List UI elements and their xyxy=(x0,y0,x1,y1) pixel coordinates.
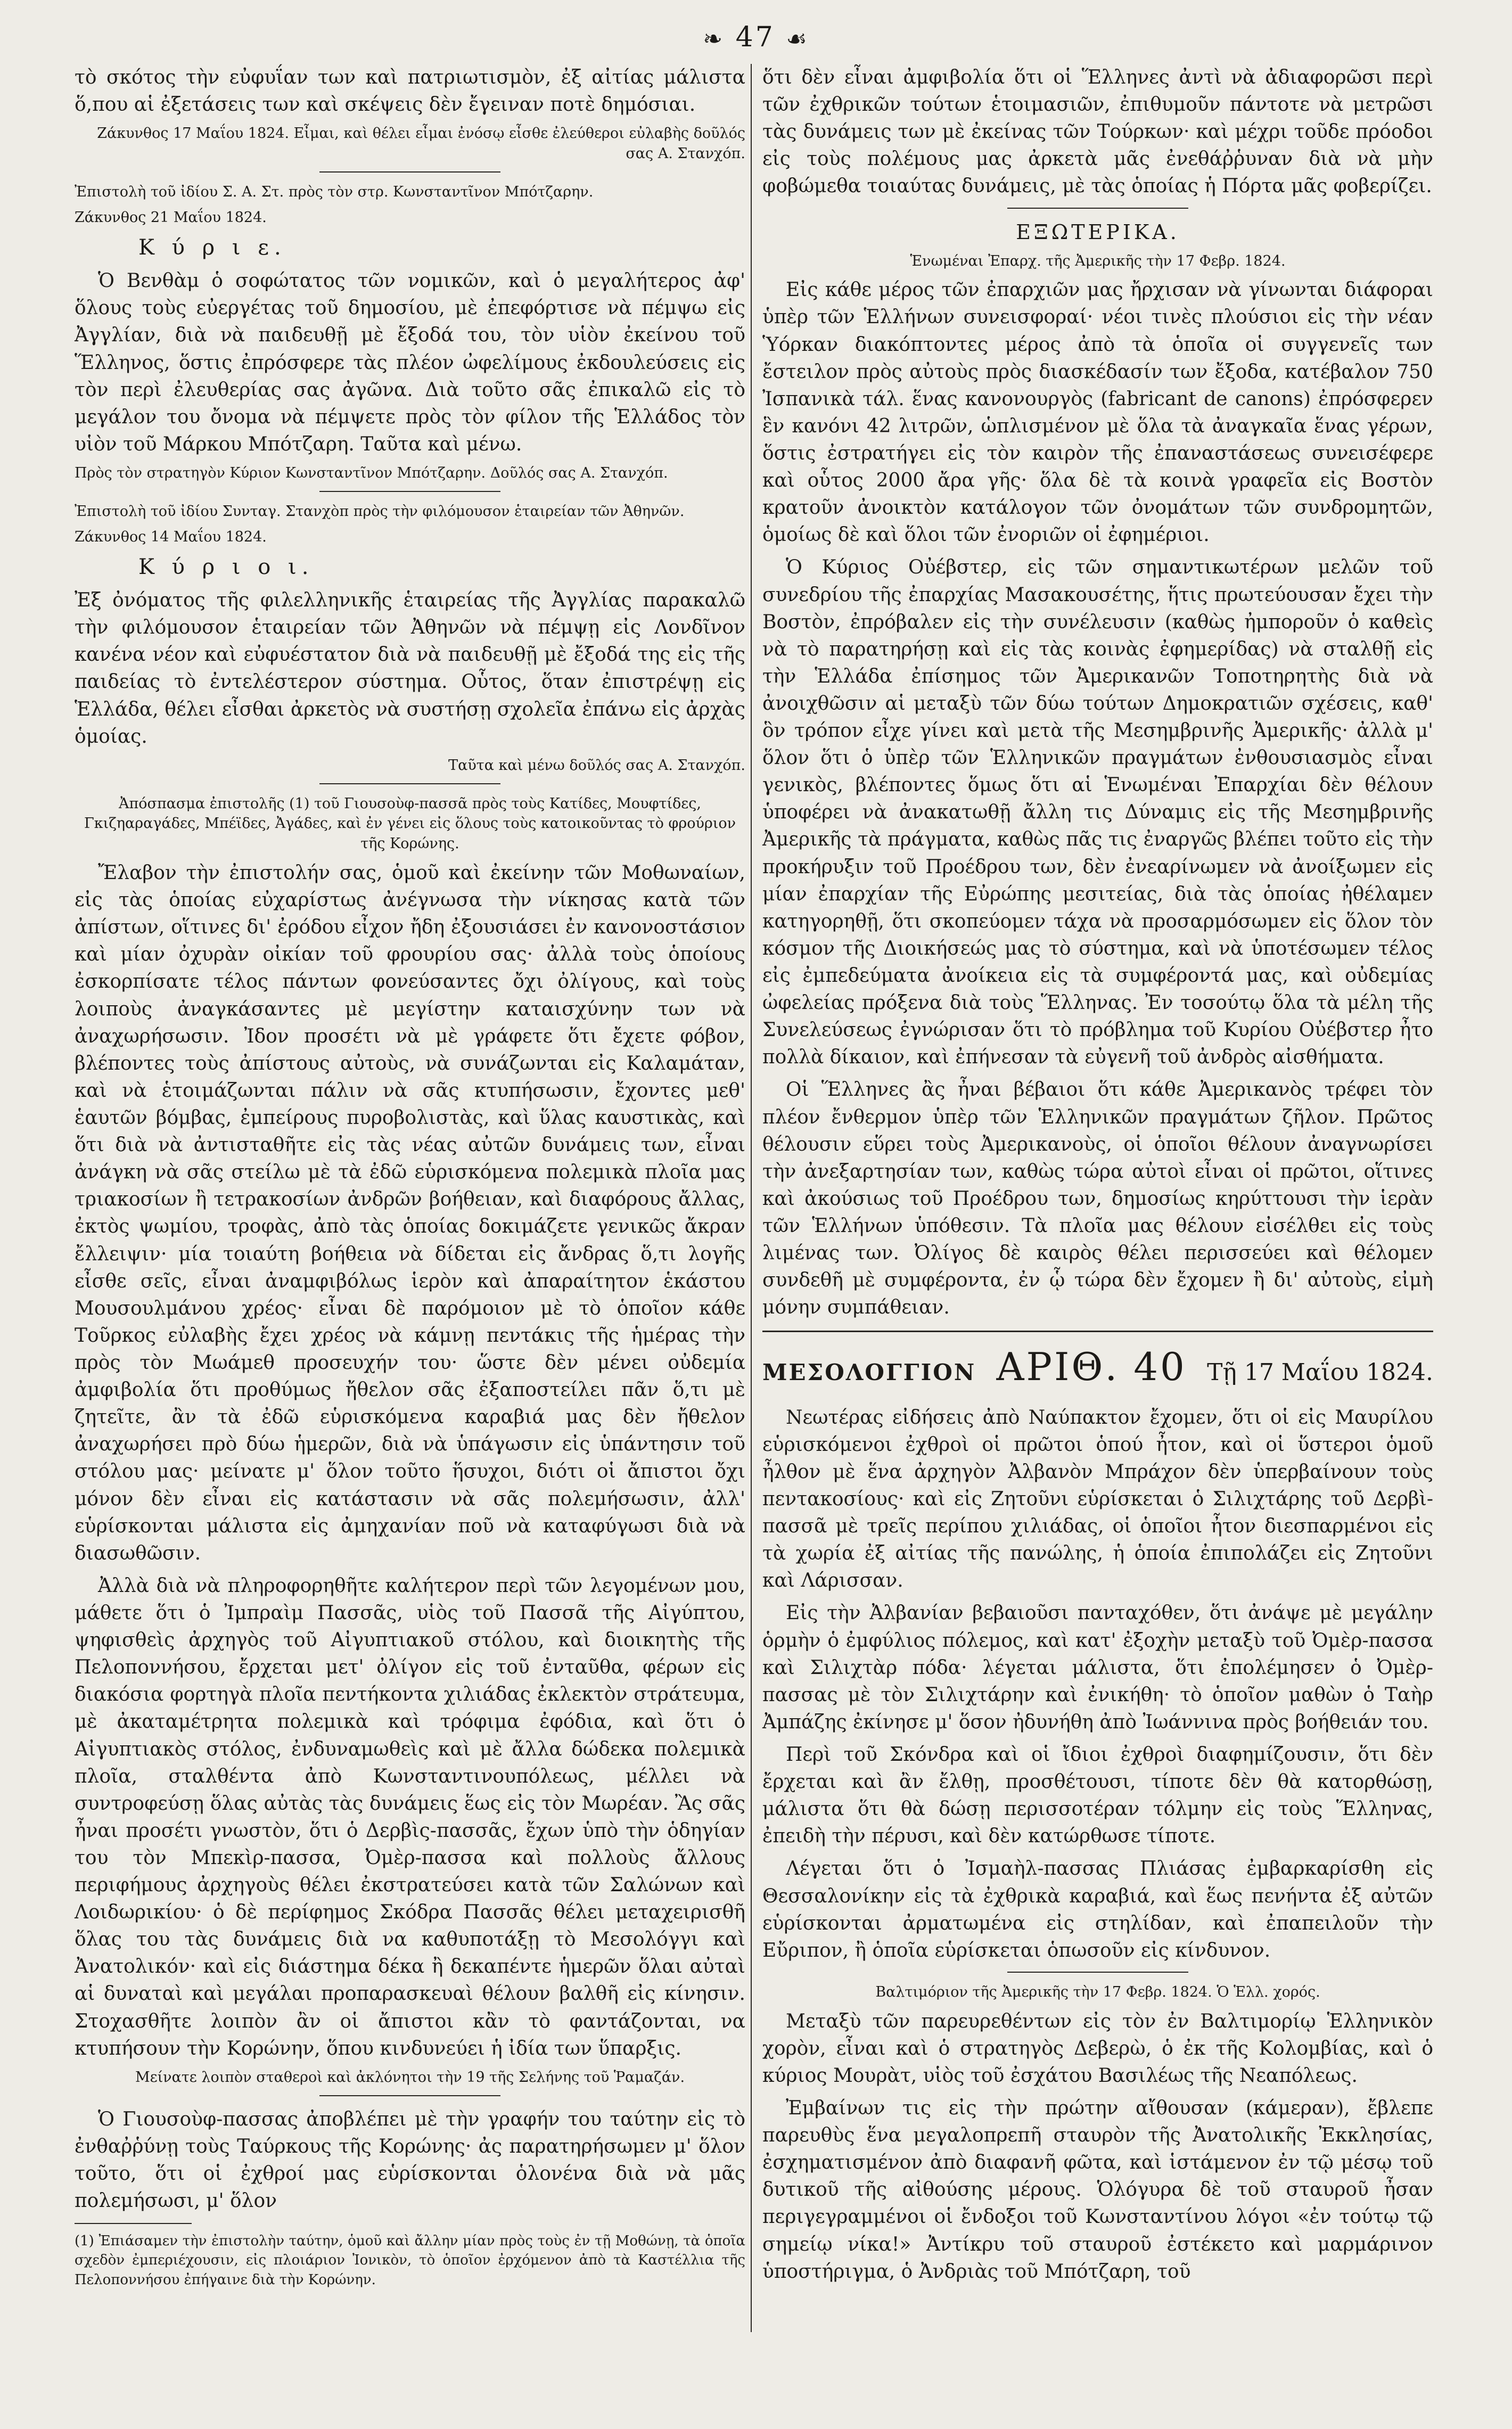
excerpt-paragraph-1: Ἔλαβον τὴν ἐπιστολήν σας, ὁμοῦ καὶ ἐκείνην τῶν Μοθωναίων, εἰς τὰς ὁποίας εὐχαρίστως ἀνέγνωσα τὴν νίκησας κατὰ τῶν ἀπίστων, οἵτινες δι' ἐρόδου εἶχον ἤδη ἐξουσιάσει ἐν κανονοστάσιον καὶ μίαν ὀχυρὰν οἰκίαν τοῦ φρουρίου σας· ἀλλὰ τοὺς ὁποίους ἐσκορπίσατε τέλος πάντων φονεύσαντες ὄχι ὀλίγους, καὶ τοὺς λοιποὺς ἀναγκάσαντες μὲ μεγίστην καταισχύνην των νὰ ἀναχωρήσωσιν. Ἰδον προσέτι νὰ μὲ γράφετε ὅτι ἔχετε φόβον, βλέποντες τοὺς ἀπίστους αὐτοὺς, νὰ συνάζωνται εἰς Καλαμάταν, καὶ νὰ ἑτοιμάζωνται πάλιν νὰ σᾶς κτυπήσωσιν, ἔχοντες μεθ' ἑαυτῶν βόμβας, ἐμπείρους πυροβολιστὰς, καὶ ὕλας καυστικὰς, καὶ ὅτι διὰ νὰ ἀντισταθῆτε εἰς τὰς νέας αὐτῶν δυνάμεις των, εἶναι ἀνάγκη νὰ σᾶς στείλω μὲ τὰ ἐδῶ εὑρισκόμενα πολεμικὰ πλοῖα μας τριακοσίων ἢ τετρακοσίων ἀνδρῶν βοήθειαν, καὶ διαφόρους ἄλλας, ἐκτὸς ψωμίου, τροφὰς, ἀπὸ τὰς ὁποίας δοκιμάζετε γενικῶς ἄκραν ἔλλειψιν· μία τοιαύτη βοήθεια νὰ δίδεται εἰς ἄνδρας ὅ,τι λογῆς εἶσθε σεῖς, εἶναι ἀναμφιβόλως ἱερὸν καὶ ἀπαραίτητον ἑκάστου Μουσουλμάνου χρέος· εἶναι δὲ παρόμοιον μὲ τὸ ὁποῖον κάθε Τοῦρκος εὐλαβὴς ἔχει χρέος νὰ κάμνῃ πεντάκις τῆς ἡμέρας τὴν πρὸς τὸν Μωάμεθ προσευχήν του· ὥστε δὲν μένει οὐδεμία ἀμφιβολία ὅτι προθύμως ἤθελον σᾶς ἐξαποστείλει πᾶν ὅ,τι μὲ ζητεῖτε, ἂν τὰ ἐδῶ εὑρισκόμενα καραβιά μας δὲν ἤθελον ἀναχωρήσει πρὸ δύω ἡμερῶν, διὰ νὰ ὑπάγωσιν εἰς ὑπάντησιν τοῦ στόλου μας· μείνατε μ' ὅλον τοῦτο ἥσυχοι, διότι οἱ ἄπιστοι ὄχι μόνον δὲν εἶναι εἰς κατάστασιν νὰ σᾶς πολεμήσωσιν, ἀλλ' εὑρίσκονται μάλιστα εἰς ἀμηχανίαν ποῦ νὰ καταφύγωσι διὰ νὰ διασωθῶσιν. xyxy=(75,862,745,1564)
page-number-header xyxy=(671,21,841,53)
foreign-paragraph-3: Οἱ Ἕλληνες ἂς ἦναι βέβαιοι ὅτι κάθε Ἀμερικανὸς τρέφει τὸν πλέον ἔνθερμον ὑπὲρ τῶν Ἑλληνικῶν πραγμάτων ζῆλον. Πρῶτος θέλουσιν εὕρει τοὺς Ἀμερικανοὺς, οἱ ὁποῖοι θέλουν ἀναγνωρίσει τὴν ἀνεξαρτησίαν των, καθὼς τώρα αὐτοὶ εἶναι οἱ πρῶτοι, οἵτινες καὶ ἀκούσιως τοῦ Προέδρου των, δημοσίως κηρύττουσι τὴν ἱερὰν τῶν Ἑλλήνων ὑπόθεσιν. Τὰ πλοῖα μας θέλουν εἰσέλθει εἰς τοὺς λιμένας των. Ὀλίγος δὲ καιρὸς θέλει περισσεύει καὶ θέλομεν συνδεθῆ μὲ συμφέροντα, ἐν ᾧ τώρα δὲν ἔχομεν ἢ δι' αὐτοὺς, εἰμὴ μόνην συμπάθειαν. xyxy=(762,1079,1433,1319)
footnote-rule xyxy=(75,2223,192,2224)
left-column xyxy=(75,64,745,2295)
excerpt-header: Ἀπόσπασμα ἐπιστολῆς (1) τοῦ Γιουσοὺφ-πασσᾶ πρὸς τοὺς Κατίδες, Μουφτίδες, Γκιζηαραγάδες, Μπέϊδες, Ἀγάδες, καὶ ἐν γένει εἰς ὅλους τοὺς κατοικοῦντας τὸ φρούριον τῆς Κορώνης. xyxy=(84,795,736,852)
letter2-header: Ἐπιστολὴ τοῦ ἰδίου Σ. Α. Στ. πρὸς τὸν στρ. Κωνσταντῖνον Μπότζαρην. xyxy=(75,183,594,200)
local-paragraph-4: Λέγεται ὅτι ὁ Ἰσμαὴλ-πασσας Πλιάσας ἐμβαρκαρίσθη εἰς Θεσσαλονίκην εἰς τὰ ἐχθρικὰ καραβιά, καὶ ἕως πενήντα ἐξ αὐτῶν εὑρίσκονται ἀρματωμένα εἰς στηλίδαν, καὶ ἐπαπειλοῦν τὴν Εὔριπον, ἢ ὁποῖα εὑρίσκεται ὁπωσοῦν εἰς κίνδυνον. xyxy=(762,1858,1433,1962)
letter2-salutation: Κ ύ ρ ι ε. xyxy=(138,235,286,260)
baltimore-paragraph-1: Μεταξὺ τῶν παρευρεθέντων εἰς τὸν ἐν Βαλτιμορίῳ Ἑλληνικὸν χορὸν, εἶναι καὶ ὁ στρατηγὸς Δεβερὼ, ὁ ἐκ τῆς Κολομβίας, καὶ ὁ κύριος Μουρὰτ, υἱὸς τοῦ ἐσχάτου Βασιλέως τῆς Νεαπόλεως. xyxy=(762,2010,1433,2087)
letter3-salutation: Κ ύ ρ ι ο ι. xyxy=(138,555,314,580)
issue-place: ΜΕΣΟΛΟΓΓΙΟΝ xyxy=(762,1359,976,1386)
local-paragraph-2: Εἰς τὴν Ἀλβανίαν βεβαιοῦσι πανταχόθεν, ὅτι ἀνάψε μὲ μεγάλην ὁρμὴν ὁ ἐμφύλιος πόλεμος, καὶ κατ' ἐξοχὴν μεταξὺ τοῦ Ὀμὲρ-πασσα καὶ Σιλιχτὰρ πόδα· λέγεται μάλιστα, ὅτι ἐπολέμησεν ὁ Ὀμὲρ-πασσας μὲ τὸν Σιλιχτάρην καὶ ἐνικήθη· τὸ ὁποῖον μαθὼν ὁ Ταὴρ Ἀμπάζης ἐκίνησε μ' ὅσον ἠδυνήθη ἀπὸ Ἰωάννινα πρὸς βοήθειάν του. xyxy=(762,1602,1433,1733)
local-paragraph-3: Περὶ τοῦ Σκόνδρα καὶ οἱ ἴδιοι ἐχθροὶ διαφημίζουσιν, ὅτι δὲν ἔρχεται καὶ ἂν ἔλθῃ, προσθέτουσι, τίποτε δὲν θὰ κατορθώσῃ, μάλιστα ὅτι θὰ δώσῃ περισσοτέραν τόλμην εἰς τοὺς Ἕλληνας, ἐπειδὴ τὴν πέρυσι, καὶ δὲν κατώρθωσε τίποτε. xyxy=(762,1744,1433,1848)
separator-rule xyxy=(319,783,500,784)
masthead-rule xyxy=(762,1331,1433,1332)
intro-text: τὸ σκότος τὴν εὐφυΐαν των καὶ πατριωτισμὸν, ἐξ αἰτίας μάλιστα ὅ,που αἱ ἐξετάσεις των καὶ σκέψεις δὲν ἔγειναν ποτὲ δημόσιαι. xyxy=(75,67,745,116)
foreign-paragraph-1: Εἰς κάθε μέρος τῶν ἐπαρχιῶν μας ἤρχισαν νὰ γίνωνται διάφοραι ὑπὲρ τῶν Ἑλλήνων συνεισφοραί· νέοι τινὲς πλούσιοι εἰς τὴν νέαν Ὑόρκαν διακόπτοντες μέρος ἀπὸ τὰ ὁποῖα οἱ συγγενεῖς των ἔστειλον πρὸς αὐτοὺς πρὸς διασκέδασίν των ἔξοδα, κατέβαλον 750 Ἰσπανικὰ τάλ. ἕνας κανονουργὸς (fabricant de canons) ἐπρόσφερεν ἓν κανόνι 42 λιτρῶν, ὡπλισμένον μὲ ὅλα τὰ ἀναγκαῖα ἕνας γέρων, ὅστις ἐστρατήγει εἰς τὸν καιρὸν τῆς ἐπαναστάσεως συνεισέφερε καὶ οὗτος 2000 ἄρα γῆς· ὅλα δὲ τὰ κοινὰ γραφεῖα εἰς Βοστὸν κρατοῦν ἀνοικτὸν κατάλογον τῶν ὀνομάτων τῶν συνδρομητῶν, ὁμοίως δὲ καὶ ὅλοι τῶν ἐνοριῶν οἱ ἐφημέριοι. xyxy=(762,279,1433,546)
foreign-paragraph-2: Ὁ Κύριος Οὐέβστερ, εἰς τῶν σημαντικωτέρων μελῶν τοῦ συνεδρίου τῆς ἐπαρχίας Μασακουσέτης, ἥτις πρωτεύουσαν ἔχει τὴν Βοστὸν, ἐπρόβαλεν εἰς τὴν συνέλευσιν (καθὼς ἠμποροῦν ὁ καθεὶς νὰ τὸ παρατηρήσῃ καὶ εἰς τὰς κοινὰς ἐφημερίδας) νὰ σταλθῇ εἰς τὴν Ἑλλάδα ἐπίσημος τῶν Ἀμερικανῶν Τοποτηρητὴς διὰ νὰ ἀνοιχθῶσιν αἱ μεταξὺ τῶν δύω τούτων Δημοκρατιῶν σχέσεις, καθ' ὃν τρόπον εἶχε γίνει καὶ μετὰ τῆς Μεσημβρινῆς Ἀμερικῆς· ἀλλὰ μ' ὅλον ὅτι ὁ ὑπὲρ τῶν Ἑλληνικῶν πραγμάτων ἐνθουσιασμὸς εἶναι γενικὸς, βλέποντες ὅμως ὅτι αἱ Ἑνωμέναι Ἐπαρχίαι δὲν θέλουν ὑποφέρει νὰ ἀνακατωθῇ ἄλλη τις Δύναμις εἰς τῆς Μεσημβρινῆς Ἀμερικῆς τὰ πράγματα, καθὼς πᾶς τις ἐναργῶς βλέπει τοῦτο εἰς τὴν προκήρυξιν τοῦ Προέδρου των, δὲν ἐνεαρίνωμεν νὰ ἀνοίξωμεν εἰς μίαν ἐπαρχίαν τῆς Εὐρώπης μεσιτείας, διὰ τὰς ὁποίας ἠθέλαμεν κατηγορηθῇ, ὅτι σκοπεύομεν τάχα νὰ προσαρμόσωμεν εἰς ὅλον τὸν κόσμον τῆς Διοικήσεώς μας τὸ σύστημα, καὶ νὰ ὑποτέσωμεν τέλος εἰς ἐμπεδεύματα ἀνοίκεια εἰς τὰ συμφέροντά μας, καὶ οὐδεμίας ὠφελείας πρόξενα διὰ τοὺς Ἕλληνας. Ἐν τοσούτῳ ὅλα τὰ μέλη τῆς Συνελεύσεως ἐγνώρισαν ὅτι τὸ πρόβλημα τοῦ Κυρίου Οὐέβστερ ἦτο πολλὰ δίκαιον, καὶ ἐπήνεσαν τὰ εὐγενῆ τοῦ ἀνδρὸς αἰσθήματα. xyxy=(762,556,1433,1069)
local-paragraph-1: Νεωτέρας εἰδήσεις ἀπὸ Ναύπακτον ἔχομεν, ὅτι οἱ εἰς Μαυρίλου εὑρισκόμενοι ἐχθροὶ οἱ πρῶτοι ὁπού ἦτον, καὶ οἱ ὕστεροι ὁμοῦ ἦλθον μὲ ἕνα ἀρχηγὸν Ἀλβανὸν Μπράχον δὲν ὑπερβαίνουν τοὺς πεντακοσίους· καὶ εἰς Ζητοῦνι εὑρίσκεται ὁ Σιλιχτάρης τοῦ Δερβὶ-πασσᾶ μὲ τρεῖς περίπου χιλιάδας, οἱ ὁποῖοι ἦτον διεσπαρμένοι εἰς τὰ χωρία ἐξ αἰτίας τῆς πανώλης, ἡ ὁποία ἐπιπολάζει εἰς Ζητοῦνι καὶ Λάρισσαν. xyxy=(762,1406,1433,1592)
separator-rule xyxy=(319,491,500,492)
column-divider xyxy=(751,64,752,2332)
letter3-date: Ζάκυνθος 14 Μαΐου 1824. xyxy=(75,528,267,545)
page-number: 47 xyxy=(735,21,775,53)
right-column xyxy=(762,64,1433,2291)
letter3-header: Ἐπιστολὴ τοῦ ἰδίου Συνταγ. Στανχὸπ πρὸς τὴν φιλόμουσον ἑταιρείαν τῶν Ἀθηνῶν. xyxy=(75,503,685,520)
letter2-signature: Πρὸς τὸν στρατηγὸν Κύριον Κωνσταντῖνον Μπότζαρην. Δοῦλός σας Α. Στανχόπ. xyxy=(75,464,668,481)
footnote: (1) Ἐπιάσαμεν τὴν ἐπιστολὴν ταύτην, ὁμοῦ καὶ ἄλλην μίαν πρὸς τοὺς ἐν τῇ Μοθώνῃ, τὰ ὁποῖα σχεδὸν ἐμπεριέχουσιν, εἰς πλοιάριον Ἰονικὸν, τὸ ὁποῖον ἐρχόμενον ἀπὸ τὰ Καστέλλια τῆς Πελοποννήσου ἐπήγαινε διὰ τὴν Κορώνην. xyxy=(75,2233,745,2288)
excerpt-signature: Μείνατε λοιπὸν σταθεροὶ καὶ ἀκλόνητοι τὴν 19 τῆς Σελήνης τοῦ Ῥαμαζάν. xyxy=(135,2069,685,2086)
letter1-signature: Ζάκυνθος 17 Μαΐου 1824. Εἶμαι, καὶ θέλει εἶμαι ἐνόσῳ εἶσθε ἐλεύθεροι εὐλαβὴς δοῦλός σας Α. Στανχόπ. xyxy=(97,125,745,162)
separator-rule xyxy=(1007,208,1188,209)
dateline-baltimore: Βαλτιμόριον τῆς Ἀμερικῆς τὴν 17 Φεβρ. 1824. Ὁ Ἑλλ. χορός. xyxy=(875,1983,1320,2000)
dateline-united-states: Ἑνωμέναι Ἐπαρχ. τῆς Ἀμερικῆς τὴν 17 Φεβρ. 1824. xyxy=(910,252,1286,269)
separator-rule xyxy=(1007,1972,1188,1973)
letter2-body: Ὁ Βενθὰμ ὁ σοφώτατος τῶν νομικῶν, καὶ ὁ μεγαλήτερος ἀφ' ὅλους τοὺς εὐεργέτας τοῦ δημοσίου, μὲ ἐπεφόρτισε νὰ πέμψω εἰς Ἀγγλίαν, διὰ νὰ παιδευθῇ μὲ ἔξοδά του, τὸν υἱὸν ἐκείνου τοῦ Ἕλληνος, ὅστις ἐπρόσφερε τὰς πλέον ὠφελίμους ἐκδουλεύσεις εἰς τὸν περὶ ἐλευθερίας σας ἀγῶνα. Διὰ τοῦτο σᾶς ἐπικαλῶ εἰς τὸ μεγάλον του ὄνομα νὰ πέμψετε πρὸς τὸν φίλον τῆς Ἑλλάδος τὸν υἱὸν τοῦ Μάρκου Μπότζαρη. Ταῦτα καὶ μένω. xyxy=(75,270,745,455)
continued-paragraph: ὅτι δὲν εἶναι ἀμφιβολία ὅτι οἱ Ἕλληνες ἀντὶ νὰ ἀδιαφορῶσι περὶ τῶν ἐχθρικῶν τούτων ἑτοιμασιῶν, ἐπιθυμοῦν πάντοτε νὰ μετρῶσι τὰς δυνάμεις των μὲ ἐκείνας τῶν Τούρκων· καὶ μέχρι τοῦδε πρόοδοι εἰς τοὺς πολέμους μας ἀρκετὰ μᾶς ἐνεθάῤῥυναν διὰ νὰ μὴν φοβώμεθα τοιαύτας δυνάμεις, μὲ τὰς ὁποίας ἡ Πόρτα μᾶς φοβερίζει. xyxy=(762,67,1433,198)
left-ornament: ❧ xyxy=(703,26,725,53)
issue-number: ΑΡΙΘ. 40 xyxy=(996,1344,1187,1390)
excerpt-paragraph-2: Ἀλλὰ διὰ νὰ πληροφορηθῆτε καλήτερον περὶ τῶν λεγομένων μου, μάθετε ὅτι ὁ Ἰμπραὶμ Πασσᾶς, υἱὸς τοῦ Πασσᾶ τῆς Αἰγύπτου, ψηφισθεὶς ἀρχηγὸς τοῦ Αἰγυπτιακοῦ στόλου, καὶ διοικητὴς τῆς Πελοποννήσου, ἔρχεται μετ' ὀλίγον εἰς τοῦ ἐνταῦθα, φέρων εἰς διακόσια φορτηγὰ πλοῖα πεντήκοντα χιλιάδας ἐκλεκτὸν στράτευμα, μὲ ἀκαταμέτρητα πολεμικὰ καὶ τρόφιμα ἐφόδια, καὶ ὅτι ὁ Αἰγυπτιακὸς στόλος, ἐνδυναμωθεὶς καὶ μὲ ἄλλα δώδεκα πολεμικὰ πλοῖα, σταλθέντα ἀπὸ Κωνσταντινουπόλεως, μέλλει νὰ συντροφεύσῃ ὅλας αὐτὰς τὰς δυνάμεις ἕως εἰς τὸν Μωρέαν. Ἂς σᾶς ἦναι προσέτι γνωστὸν, ὅτι ὁ Δερβὶς-πασσᾶς, ἔχων ὑπὸ τὴν ὁδηγίαν του τὸν Μπεκὶρ-πασσα, Ὀμὲρ-πασσα καὶ πολλοὺς ἄλλους περιφήμους ἀρχηγοὺς θέλει ἐκστρατεύσει κατὰ τῶν Σαλώνων καὶ Λοιδωρικίου· ὁ δὲ περίφημος Σκόδρα Πασσᾶς θέλει μεταχειρισθῆ ὅλας του τὰς δυνάμεις διὰ να καθυποτάξῃ τὸ Μεσολόγγι καὶ Ἀνατολικόν· καὶ εἰς διάστημα δέκα ἢ δεκαπέντε ἡμερῶν ὅλαι αὐταὶ αἱ δυναταὶ καὶ μεγάλαι προπαρασκευαὶ θέλουν βαλθῆ εἰς κίνησιν. Στοχασθῆτε λοιπὸν ἂν οἱ ἄπιστοι κἂν τὸ φαντάζονται, να κτυπήσουν τὴν Κορώνην, ὅπου κινδυνεύει ἡ ἰδία των ὕπαρξις. xyxy=(75,1574,745,2059)
separator-rule xyxy=(319,171,500,173)
letter2-date: Ζάκυνθος 21 Μαΐου 1824. xyxy=(75,209,267,226)
excerpt-paragraph-3: Ὁ Γιουσοὺφ-πασσας ἀποβλέπει μὲ τὴν γραφήν του ταύτην εἰς τὸ ἐνθαῤῥύνῃ τοὺς Ταύρκους τῆς Κορώνης· ἀς παρατηρήσωμεν μ' ὅλον τοῦτο, ὅτι οἱ ἐχθροί μας εὑρίσκονται ὁλονένα διὰ νὰ μᾶς πολεμήσωσι, μ' ὅλον xyxy=(75,2108,745,2212)
right-ornament: ☙ xyxy=(786,26,809,53)
issue-dateline xyxy=(762,1340,1433,1394)
separator-rule xyxy=(319,2095,500,2096)
letter3-signature: Ταῦτα καὶ μένω δοῦλός σας Α. Στανχόπ. xyxy=(448,757,745,774)
issue-date: Τῇ 17 Μαΐου 1824. xyxy=(1207,1359,1433,1386)
letter3-body: Ἐξ ὀνόματος τῆς φιλελληνικῆς ἑταιρείας τῆς Ἀγγλίας παρακαλῶ τὴν φιλόμουσον ἑταιρείαν τῶν Ἀθηνῶν νὰ πέμψῃ εἰς Λονδῖνον κανένα νέον καὶ εὐφυέστατον διὰ νὰ παιδευθῇ μὲ ἔξοδά της εἰς τῆς παιδείας τὸ ἐντελέστερον σύστημα. Οὗτος, ὅταν ἐπιστρέψῃ εἰς Ἑλλάδα, θέλει εἶσθαι ἀρκετὸς νὰ συστήσῃ σχολεῖα ἐπάνω εἰς ἀρχὰς ὁμοίας. xyxy=(75,589,745,748)
section-title-foreign: ΕΞΩΤΕΡΙΚΑ. xyxy=(1016,220,1180,244)
baltimore-paragraph-2: Ἐμβαίνων τις εἰς τὴν πρώτην αἴθουσαν (κάμεραν), ἔβλεπε παρευθὺς ἕνα μεγαλοπρεπῆ σταυρὸν τῆς Ἀνατολικῆς Ἐκκλησίας, ἐσχηματισμένον ἀπὸ διαφανῆ φῶτα, καὶ ἱστάμενον ἐν τῷ μέσῳ τοῦ δυτικοῦ τῆς αἰθούσης μέρους. Ὁλόγυρα δὲ τοῦ σταυροῦ ἦσαν περιγεγραμμένοι οἱ ἔνδοξοι τοῦ Κωνσταντίνου λόγοι «ἐν τούτῳ τῷ σημείῳ νίκα!» Ἀντίκρυ τοῦ σταυροῦ ἐστέκετο καὶ μαρμάρινον ὑποστήριγμα, ὁ Ἀνδριὰς τοῦ Μπότζαρη, τοῦ xyxy=(762,2097,1433,2283)
